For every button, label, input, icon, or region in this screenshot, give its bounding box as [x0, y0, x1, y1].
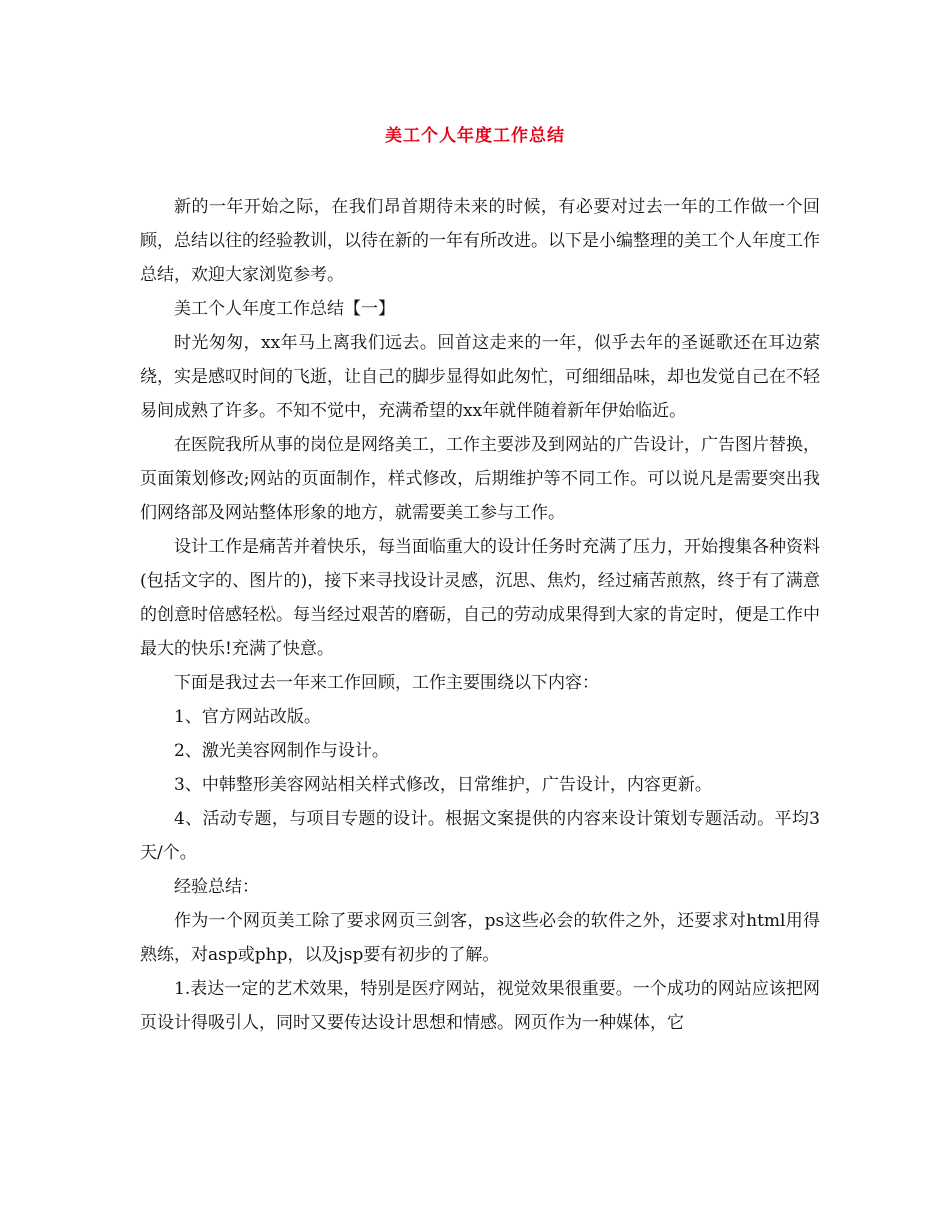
body-paragraph: 时光匆匆，xx年马上离我们远去。回首这走来的一年，似乎去年的圣诞歌还在耳边萦绕，实是感叹时间的飞逝，让自己的脚步显得如此匆忙，可细细品味，却也发觉自己在不轻易间成熟了许多。不知不觉中，充满希望的xx年就伴随着新年伊始临近。: [140, 333, 820, 421]
intro-paragraph: 新的一年开始之际，在我们昂首期待未来的时候，有必要对过去一年的工作做一个回顾，总结以往的经验教训，以待在新的一年有所改进。以下是小编整理的美工个人年度工作总结，欢迎大家浏览参考。: [140, 197, 820, 285]
body-paragraph: 下面是我过去一年来工作回顾，工作主要围绕以下内容：: [174, 673, 599, 693]
list-item: 4、活动专题，与项目专题的设计。根据文案提供的内容来设计策划专题活动。平均3天/个。: [140, 809, 820, 863]
list-item: 1、官方网站改版。: [174, 707, 321, 727]
body-paragraph: 作为一个网页美工除了要求网页三剑客，ps这些必会的软件之外，还要求对html用得熟练，对asp或php，以及jsp要有初步的了解。: [140, 911, 820, 965]
document-title: 美工个人年度工作总结: [385, 126, 565, 146]
document-body: [140, 190, 820, 1040]
subheading: 经验总结：: [174, 877, 259, 897]
body-paragraph: 1.表达一定的艺术效果，特别是医疗网站，视觉效果很重要。一个成功的网站应该把网页设计得吸引人，同时又要传达设计思想和情感。网页作为一种媒体，它: [140, 979, 820, 1033]
list-item: 3、中韩整形美容网站相关样式修改，日常维护，广告设计，内容更新。: [174, 775, 712, 795]
list-item: 2、激光美容网制作与设计。: [174, 741, 389, 761]
section-heading: 美工个人年度工作总结【一】: [174, 299, 395, 319]
body-paragraph: 在医院我所从事的岗位是网络美工，工作主要涉及到网站的广告设计，广告图片替换，页面策划修改;网站的页面制作，样式修改，后期维护等不同工作。可以说凡是需要突出我们网络部及网站整体形象的地方，就需要美工参与工作。: [140, 435, 820, 523]
body-paragraph: 设计工作是痛苦并着快乐，每当面临重大的设计任务时充满了压力，开始搜集各种资料(包括文字的、图片的)，接下来寻找设计灵感，沉思、焦灼，经过痛苦煎熬，终于有了满意的创意时倍感轻松。每当经过艰苦的磨砺，自己的劳动成果得到大家的肯定时，便是工作中最大的快乐!充满了快意。: [140, 537, 820, 659]
